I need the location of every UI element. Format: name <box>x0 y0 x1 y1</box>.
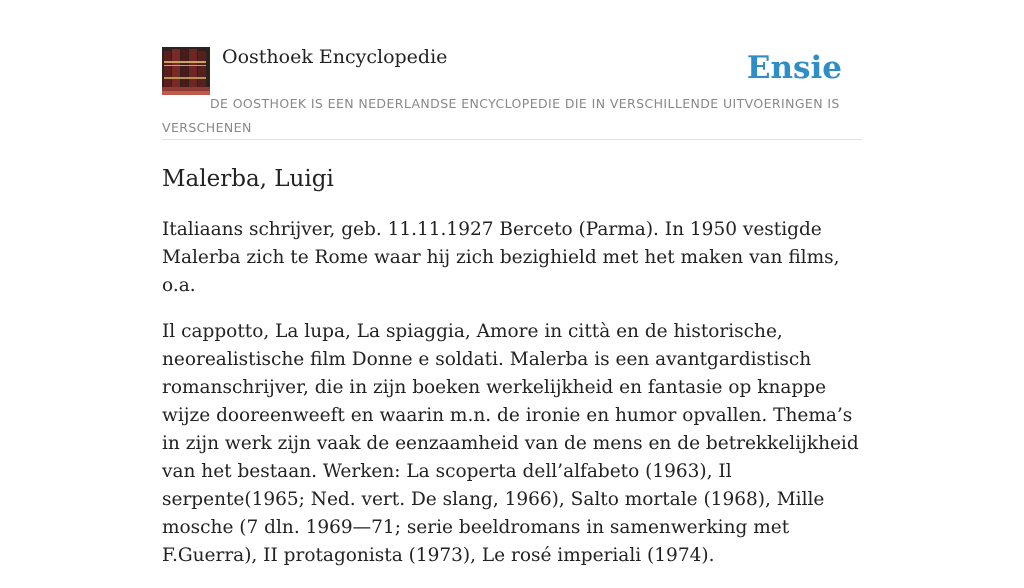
source-tagline: DE OOSTHOEK IS EEN NEDERLANDSE ENCYCLOPEDIE DIE IN VERSCHILLENDE UITVOERINGEN IS VERSCHENEN <box>162 96 840 135</box>
article-paragraph: Italiaans schrijver, geb. 11.11.1927 Berceto (Parma). In 1950 vestigde Malerba zich te Rome waar hij zich bezighield met het maken van films, o.a. <box>162 219 840 296</box>
article-paragraph: Il cappotto, La lupa, La spiaggia, Amore in città en de historische, neorealistische film Donne e soldati. Malerba is een avantgardistisch romanschrijver, die in zijn boeken werkelijkheid en fantasie op knappe wijze dooreenweeft en waarin m.n. de ironie en humor opvallen. Thema’s in zijn werk zijn vaak de eenzaamheid van de mens en de betrekkelijkheid van het bestaan. Werken: La scoperta dell’alfabeto (1963), Il serpente(1965; Ned. vert. De slang, 1966), Salto mortale (1968), Mille mosche (7 dln. 1969—71; serie beeldromans in samenwerking met F.Guerra), II protagonista (1973), Le rosé imperiali (1974). <box>162 321 859 566</box>
source-name-link[interactable]: Oosthoek Encyclopedie <box>222 46 448 68</box>
book-spines-avatar-icon[interactable] <box>162 47 210 95</box>
source-header <box>162 44 862 140</box>
article-title: Malerba, Luigi <box>162 166 334 192</box>
ensie-logo-link[interactable]: Ensie <box>746 50 842 86</box>
article-body <box>162 216 864 588</box>
